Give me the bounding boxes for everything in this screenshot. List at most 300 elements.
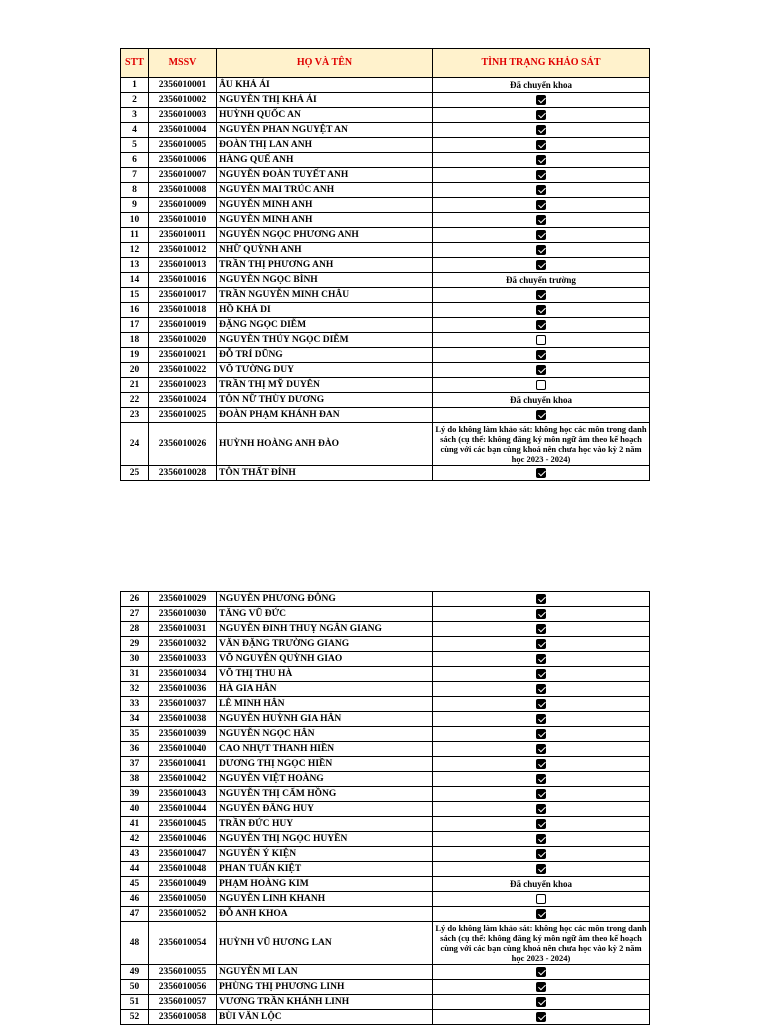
checked-checkbox-icon[interactable] (536, 155, 546, 165)
student-id-cell: 2356010057 (149, 995, 217, 1010)
survey-status-cell (433, 138, 650, 153)
student-name-cell: TRẦN THỊ PHƯƠNG ANH (217, 258, 433, 273)
table-row (121, 832, 650, 847)
student-id-cell: 2356010038 (149, 712, 217, 727)
stt-cell: 13 (121, 258, 149, 273)
survey-status-cell (433, 712, 650, 727)
table-row (121, 847, 650, 862)
unchecked-checkbox-icon[interactable] (536, 894, 546, 904)
stt-cell: 9 (121, 198, 149, 213)
stt-cell: 4 (121, 123, 149, 138)
survey-status-note: Lý do không làm khảo sát: không học các môn trong danh sách (cụ thể: không đăng ký môn ngữ âm theo kế hoạch cùng với các bạn cùng khoá nên chưa học vào kỳ 2 năm học 2023 - 2024) (433, 922, 650, 965)
survey-status-cell (433, 622, 650, 637)
stt-cell: 28 (121, 622, 149, 637)
survey-status-cell (433, 466, 650, 481)
stt-cell: 15 (121, 288, 149, 303)
survey-status-cell (433, 772, 650, 787)
checked-checkbox-icon[interactable] (536, 654, 546, 664)
survey-status-cell (433, 258, 650, 273)
stt-cell: 7 (121, 168, 149, 183)
checked-checkbox-icon[interactable] (536, 714, 546, 724)
survey-status-cell (433, 802, 650, 817)
table-row (121, 965, 650, 980)
survey-status-cell (433, 682, 650, 697)
survey-status-cell (433, 1010, 650, 1025)
stt-cell: 25 (121, 466, 149, 481)
checked-checkbox-icon[interactable] (536, 624, 546, 634)
checked-checkbox-icon[interactable] (536, 365, 546, 375)
stt-cell: 44 (121, 862, 149, 877)
checked-checkbox-icon[interactable] (536, 290, 546, 300)
stt-cell: 14 (121, 273, 149, 288)
student-id-cell: 2356010006 (149, 153, 217, 168)
stt-cell: 26 (121, 592, 149, 607)
checked-checkbox-icon[interactable] (536, 260, 546, 270)
student-id-cell: 2356010039 (149, 727, 217, 742)
unchecked-checkbox-icon[interactable] (536, 335, 546, 345)
survey-status-cell (433, 787, 650, 802)
stt-cell: 22 (121, 393, 149, 408)
checked-checkbox-icon[interactable] (536, 320, 546, 330)
checked-checkbox-icon[interactable] (536, 997, 546, 1007)
table-row (121, 727, 650, 742)
survey-status-cell (433, 995, 650, 1010)
student-id-cell: 2356010011 (149, 228, 217, 243)
student-name-cell: PHAN TUẤN KIỆT (217, 862, 433, 877)
survey-status-cell (433, 243, 650, 258)
table-row (121, 682, 650, 697)
student-id-cell: 2356010036 (149, 682, 217, 697)
checked-checkbox-icon[interactable] (536, 185, 546, 195)
table-row (121, 78, 650, 93)
student-id-cell: 2356010049 (149, 877, 217, 892)
survey-status-cell (433, 607, 650, 622)
table-row (121, 607, 650, 622)
student-id-cell: 2356010017 (149, 288, 217, 303)
student-id-cell: 2356010026 (149, 423, 217, 466)
stt-cell: 36 (121, 742, 149, 757)
stt-cell: 32 (121, 682, 149, 697)
checked-checkbox-icon[interactable] (536, 759, 546, 769)
student-name-cell: NGUYỄN THỊ KHẢ ÁI (217, 93, 433, 108)
student-id-cell: 2356010052 (149, 907, 217, 922)
table-row (121, 922, 650, 965)
checked-checkbox-icon[interactable] (536, 468, 546, 478)
stt-cell: 38 (121, 772, 149, 787)
student-id-cell: 2356010018 (149, 303, 217, 318)
checked-checkbox-icon[interactable] (536, 982, 546, 992)
student-name-cell: ĐOÀN THỊ LAN ANH (217, 138, 433, 153)
checked-checkbox-icon[interactable] (536, 1012, 546, 1022)
student-id-cell: 2356010007 (149, 168, 217, 183)
student-id-cell: 2356010022 (149, 363, 217, 378)
student-name-cell: NGUYỄN THỊ CẨM HỒNG (217, 787, 433, 802)
survey-status-text: Đã chuyển khoa (433, 78, 650, 93)
student-name-cell: NGUYỄN MINH ANH (217, 213, 433, 228)
student-id-cell: 2356010023 (149, 378, 217, 393)
student-name-cell: NGUYỄN PHAN NGUYỆT AN (217, 123, 433, 138)
table-row (121, 183, 650, 198)
student-id-cell: 2356010012 (149, 243, 217, 258)
table-row (121, 742, 650, 757)
survey-status-cell (433, 697, 650, 712)
student-name-cell: NGUYỄN LINH KHANH (217, 892, 433, 907)
survey-status-cell (433, 93, 650, 108)
survey-status-cell (433, 348, 650, 363)
stt-cell: 40 (121, 802, 149, 817)
table-row (121, 318, 650, 333)
stt-cell: 27 (121, 607, 149, 622)
checked-checkbox-icon[interactable] (536, 305, 546, 315)
stt-cell: 47 (121, 907, 149, 922)
student-name-cell: NGUYỄN Ý KIỆN (217, 847, 433, 862)
survey-status-cell (433, 980, 650, 995)
student-id-cell: 2356010024 (149, 393, 217, 408)
table-row (121, 288, 650, 303)
student-id-cell: 2356010058 (149, 1010, 217, 1025)
checked-checkbox-icon[interactable] (536, 110, 546, 120)
table-row (121, 787, 650, 802)
student-name-cell: NGUYỄN VIỆT HOÀNG (217, 772, 433, 787)
table-row (121, 907, 650, 922)
student-id-cell: 2356010046 (149, 832, 217, 847)
student-id-cell: 2356010003 (149, 108, 217, 123)
table-row (121, 423, 650, 466)
student-id-cell: 2356010045 (149, 817, 217, 832)
table-row (121, 892, 650, 907)
checked-checkbox-icon[interactable] (536, 200, 546, 210)
table-row (121, 273, 650, 288)
table-row (121, 243, 650, 258)
survey-table-part-2 (120, 591, 650, 1025)
student-name-cell: VÕ NGUYỄN QUỲNH GIAO (217, 652, 433, 667)
survey-status-cell (433, 228, 650, 243)
student-id-cell: 2356010029 (149, 592, 217, 607)
student-id-cell: 2356010002 (149, 93, 217, 108)
table-row (121, 138, 650, 153)
table-row (121, 1010, 650, 1025)
header-stt: STT (121, 49, 149, 78)
student-name-cell: DƯƠNG THỊ NGỌC HIỀN (217, 757, 433, 772)
checked-checkbox-icon[interactable] (536, 245, 546, 255)
checked-checkbox-icon[interactable] (536, 864, 546, 874)
survey-status-text: Đã chuyển khoa (433, 393, 650, 408)
survey-status-cell (433, 817, 650, 832)
table-row (121, 333, 650, 348)
survey-status-cell (433, 965, 650, 980)
survey-status-cell (433, 288, 650, 303)
stt-cell: 37 (121, 757, 149, 772)
student-name-cell: TRẦN THỊ MỸ DUYÊN (217, 378, 433, 393)
stt-cell: 10 (121, 213, 149, 228)
student-id-cell: 2356010042 (149, 772, 217, 787)
student-id-cell: 2356010034 (149, 667, 217, 682)
table-header-row (121, 49, 650, 78)
student-name-cell: VÕ TƯỜNG DUY (217, 363, 433, 378)
table-row (121, 622, 650, 637)
table-row (121, 168, 650, 183)
stt-cell: 2 (121, 93, 149, 108)
survey-status-cell (433, 168, 650, 183)
student-id-cell: 2356010025 (149, 408, 217, 423)
checked-checkbox-icon[interactable] (536, 909, 546, 919)
student-name-cell: TRẦN ĐỨC HUY (217, 817, 433, 832)
stt-cell: 8 (121, 183, 149, 198)
student-name-cell: ĐỖ TRÍ DŨNG (217, 348, 433, 363)
student-name-cell: TÔN NỮ THÙY DƯƠNG (217, 393, 433, 408)
stt-cell: 43 (121, 847, 149, 862)
student-id-cell: 2356010037 (149, 697, 217, 712)
student-name-cell: NGUYỄN MAI TRÚC ANH (217, 183, 433, 198)
checked-checkbox-icon[interactable] (536, 819, 546, 829)
survey-status-cell (433, 592, 650, 607)
checked-checkbox-icon[interactable] (536, 789, 546, 799)
student-id-cell: 2356010031 (149, 622, 217, 637)
table-body (121, 78, 650, 481)
survey-status-cell (433, 198, 650, 213)
checked-checkbox-icon[interactable] (536, 639, 546, 649)
survey-status-cell (433, 303, 650, 318)
stt-cell: 41 (121, 817, 149, 832)
survey-status-cell (433, 847, 650, 862)
survey-status-cell (433, 907, 650, 922)
table-row (121, 592, 650, 607)
student-id-cell: 2356010010 (149, 213, 217, 228)
table-row (121, 995, 650, 1010)
student-name-cell: NGUYỄN THÚY NGỌC DIỄM (217, 333, 433, 348)
survey-status-cell (433, 123, 650, 138)
stt-cell: 19 (121, 348, 149, 363)
student-id-cell: 2356010009 (149, 198, 217, 213)
stt-cell: 5 (121, 138, 149, 153)
student-name-cell: NGUYỄN ĐOÀN TUYẾT ANH (217, 168, 433, 183)
survey-status-cell (433, 213, 650, 228)
stt-cell: 49 (121, 965, 149, 980)
table-row (121, 213, 650, 228)
stt-cell: 18 (121, 333, 149, 348)
student-name-cell: NGUYỄN NGỌC PHƯƠNG ANH (217, 228, 433, 243)
table-row (121, 757, 650, 772)
table-row (121, 108, 650, 123)
student-name-cell: ĐỖ ANH KHOA (217, 907, 433, 922)
table-row (121, 802, 650, 817)
table-row (121, 258, 650, 273)
stt-cell: 48 (121, 922, 149, 965)
survey-status-cell (433, 333, 650, 348)
table-row (121, 466, 650, 481)
student-name-cell: TRẦN NGUYỄN MINH CHÂU (217, 288, 433, 303)
checked-checkbox-icon[interactable] (536, 729, 546, 739)
student-id-cell: 2356010048 (149, 862, 217, 877)
survey-status-cell (433, 667, 650, 682)
student-id-cell: 2356010054 (149, 922, 217, 965)
survey-status-text: Đã chuyển trường (433, 273, 650, 288)
checked-checkbox-icon[interactable] (536, 125, 546, 135)
student-id-cell: 2356010047 (149, 847, 217, 862)
stt-cell: 3 (121, 108, 149, 123)
stt-cell: 1 (121, 78, 149, 93)
table-row (121, 93, 650, 108)
student-id-cell: 2356010056 (149, 980, 217, 995)
student-id-cell: 2356010005 (149, 138, 217, 153)
student-id-cell: 2356010043 (149, 787, 217, 802)
stt-cell: 52 (121, 1010, 149, 1025)
student-id-cell: 2356010020 (149, 333, 217, 348)
stt-cell: 23 (121, 408, 149, 423)
survey-status-cell (433, 408, 650, 423)
student-name-cell: HỒ KHẢ DI (217, 303, 433, 318)
table-row (121, 378, 650, 393)
student-name-cell: HÀNG QUẾ ANH (217, 153, 433, 168)
checked-checkbox-icon[interactable] (536, 230, 546, 240)
checked-checkbox-icon[interactable] (536, 594, 546, 604)
survey-status-cell (433, 727, 650, 742)
table-row (121, 123, 650, 138)
student-name-cell: NGUYỄN ĐĂNG HUY (217, 802, 433, 817)
stt-cell: 42 (121, 832, 149, 847)
student-id-cell: 2356010016 (149, 273, 217, 288)
stt-cell: 39 (121, 787, 149, 802)
student-name-cell: CAO NHỰT THANH HIỀN (217, 742, 433, 757)
table-row (121, 153, 650, 168)
stt-cell: 20 (121, 363, 149, 378)
stt-cell: 11 (121, 228, 149, 243)
unchecked-checkbox-icon[interactable] (536, 380, 546, 390)
survey-status-cell (433, 183, 650, 198)
header-mssv: MSSV (149, 49, 217, 78)
table-row (121, 980, 650, 995)
survey-status-cell (433, 862, 650, 877)
survey-status-cell (433, 742, 650, 757)
checked-checkbox-icon[interactable] (536, 834, 546, 844)
student-id-cell: 2356010004 (149, 123, 217, 138)
stt-cell: 30 (121, 652, 149, 667)
student-name-cell: TĂNG VŨ ĐỨC (217, 607, 433, 622)
stt-cell: 24 (121, 423, 149, 466)
checked-checkbox-icon[interactable] (536, 215, 546, 225)
student-id-cell: 2356010055 (149, 965, 217, 980)
student-name-cell: NGUYỄN THỊ NGỌC HUYỀN (217, 832, 433, 847)
student-name-cell: NHỮ QUỲNH ANH (217, 243, 433, 258)
student-name-cell: NGUYỄN ĐINH THUỴ NGÂN GIANG (217, 622, 433, 637)
student-name-cell: NGUYỄN NGỌC BÌNH (217, 273, 433, 288)
stt-cell: 51 (121, 995, 149, 1010)
stt-cell: 46 (121, 892, 149, 907)
student-id-cell: 2356010040 (149, 742, 217, 757)
student-name-cell: VÕ THỊ THU HÀ (217, 667, 433, 682)
student-id-cell: 2356010044 (149, 802, 217, 817)
checked-checkbox-icon[interactable] (536, 967, 546, 977)
survey-status-cell (433, 108, 650, 123)
checked-checkbox-icon[interactable] (536, 140, 546, 150)
checked-checkbox-icon[interactable] (536, 669, 546, 679)
table-row (121, 228, 650, 243)
student-id-cell: 2356010033 (149, 652, 217, 667)
student-id-cell: 2356010021 (149, 348, 217, 363)
student-name-cell: NGUYỄN HUỲNH GIA HÂN (217, 712, 433, 727)
student-name-cell: NGUYỄN NGỌC HÂN (217, 727, 433, 742)
checked-checkbox-icon[interactable] (536, 684, 546, 694)
survey-status-cell (433, 378, 650, 393)
checked-checkbox-icon[interactable] (536, 170, 546, 180)
table-row (121, 667, 650, 682)
table-row (121, 408, 650, 423)
stt-cell: 35 (121, 727, 149, 742)
survey-status-text: Đã chuyển khoa (433, 877, 650, 892)
student-id-cell: 2356010008 (149, 183, 217, 198)
table-row (121, 712, 650, 727)
student-id-cell: 2356010028 (149, 466, 217, 481)
stt-cell: 29 (121, 637, 149, 652)
checked-checkbox-icon[interactable] (536, 774, 546, 784)
checked-checkbox-icon[interactable] (536, 699, 546, 709)
student-id-cell: 2356010013 (149, 258, 217, 273)
header-name: HỌ VÀ TÊN (217, 49, 433, 78)
survey-status-cell (433, 318, 650, 333)
student-id-cell: 2356010030 (149, 607, 217, 622)
student-name-cell: PHÙNG THỊ PHƯƠNG LINH (217, 980, 433, 995)
stt-cell: 31 (121, 667, 149, 682)
stt-cell: 16 (121, 303, 149, 318)
stt-cell: 12 (121, 243, 149, 258)
student-name-cell: NGUYỄN MI LAN (217, 965, 433, 980)
stt-cell: 21 (121, 378, 149, 393)
student-name-cell: ÂU KHẢ ÁI (217, 78, 433, 93)
table-row (121, 772, 650, 787)
student-name-cell: HUỲNH VŨ HƯƠNG LAN (217, 922, 433, 965)
checked-checkbox-icon[interactable] (536, 744, 546, 754)
student-name-cell: TÔN THẤT ĐÍNH (217, 466, 433, 481)
survey-status-note: Lý do không làm khảo sát: không học các môn trong danh sách (cụ thể: không đăng ký môn ngữ âm theo kế hoạch cùng với các bạn cùng khoá nên chưa học vào kỳ 2 năm học 2023 - 2024) (433, 423, 650, 466)
stt-cell: 50 (121, 980, 149, 995)
student-id-cell: 2356010001 (149, 78, 217, 93)
stt-cell: 45 (121, 877, 149, 892)
student-name-cell: PHẠM HOÀNG KIM (217, 877, 433, 892)
table-row (121, 393, 650, 408)
table-row (121, 652, 650, 667)
checked-checkbox-icon[interactable] (536, 410, 546, 420)
survey-status-cell (433, 757, 650, 772)
survey-status-cell (433, 363, 650, 378)
stt-cell: 6 (121, 153, 149, 168)
stt-cell: 34 (121, 712, 149, 727)
student-name-cell: BÙI VĂN LỘC (217, 1010, 433, 1025)
stt-cell: 33 (121, 697, 149, 712)
student-id-cell: 2356010050 (149, 892, 217, 907)
table-row (121, 817, 650, 832)
header-status: TÌNH TRẠNG KHẢO SÁT (433, 49, 650, 78)
survey-status-cell (433, 637, 650, 652)
checked-checkbox-icon[interactable] (536, 849, 546, 859)
student-id-cell: 2356010032 (149, 637, 217, 652)
student-id-cell: 2356010041 (149, 757, 217, 772)
survey-status-cell (433, 892, 650, 907)
table-row (121, 363, 650, 378)
table-row (121, 198, 650, 213)
table-row (121, 348, 650, 363)
checked-checkbox-icon[interactable] (536, 609, 546, 619)
survey-status-cell (433, 652, 650, 667)
table-row (121, 637, 650, 652)
checked-checkbox-icon[interactable] (536, 804, 546, 814)
checked-checkbox-icon[interactable] (536, 350, 546, 360)
student-name-cell: VƯƠNG TRẦN KHÁNH LINH (217, 995, 433, 1010)
checked-checkbox-icon[interactable] (536, 95, 546, 105)
student-name-cell: ĐẶNG NGỌC DIỄM (217, 318, 433, 333)
table-row (121, 303, 650, 318)
student-name-cell: NGUYỄN PHƯƠNG ĐÔNG (217, 592, 433, 607)
table-row (121, 862, 650, 877)
